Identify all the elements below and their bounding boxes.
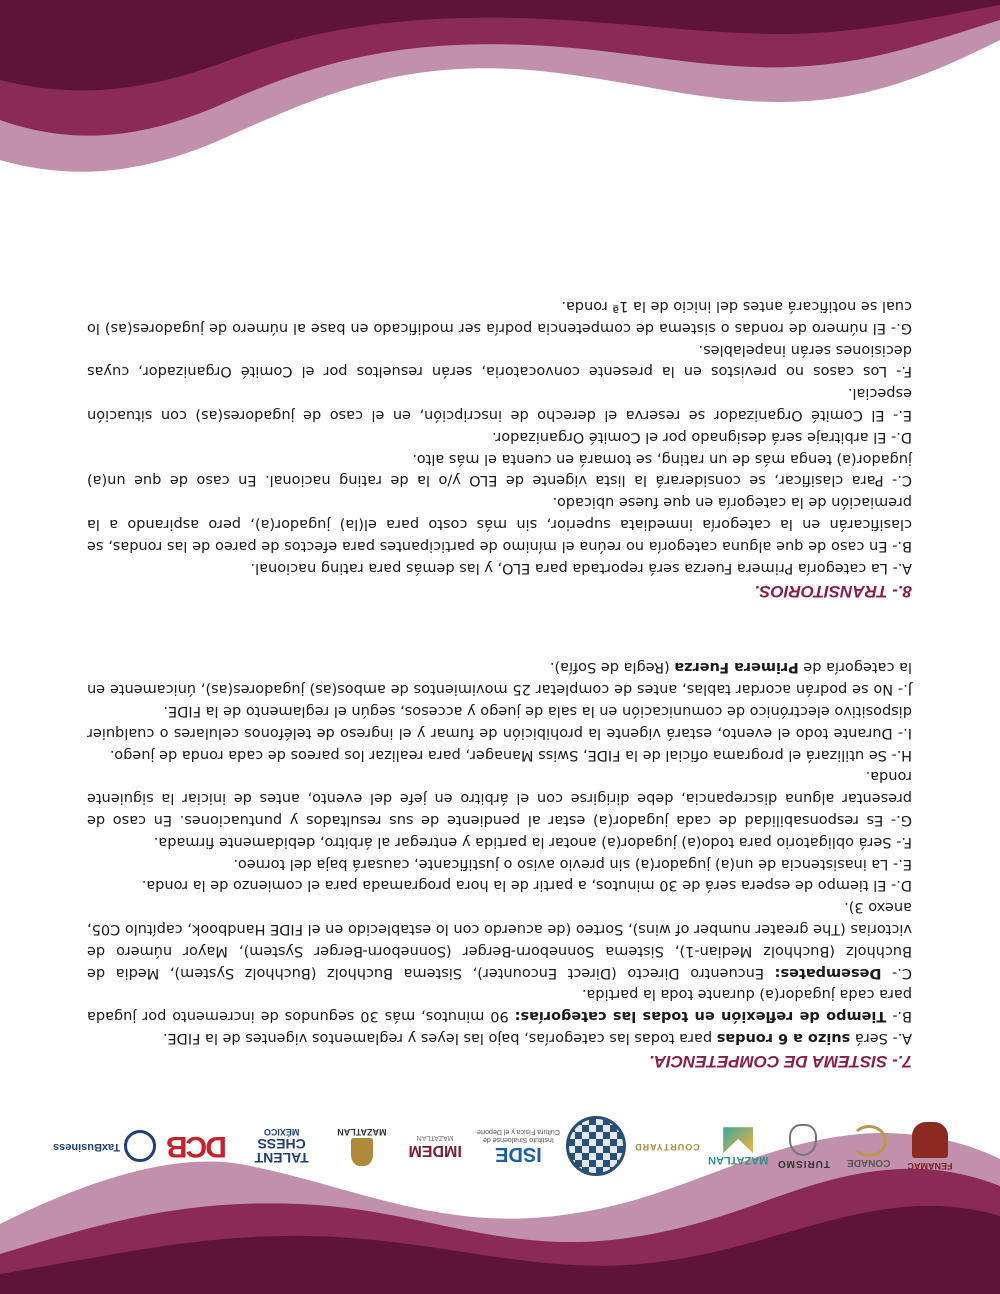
taxbusiness-logo: TaxBusiness: [44, 1121, 156, 1171]
isde-logo: ISDE Instituto Sinaloense de Cultura Física y el Deporte: [476, 1128, 560, 1165]
section-7-competition-system: [87, 656, 912, 1072]
section-8-item-g: G.- El número de rondas o sistema de competencia podría ser modificado en base al número de jugadores(as) lo cual se notificará antes del inicio de la 1ª ronda.: [87, 298, 912, 336]
section-7-heading: 7.- SISTEMA DE COMPETENCIA.: [649, 1052, 912, 1071]
mazatlan-deporte-logo: MAZATLAN: [330, 1121, 394, 1171]
section-7-item-i: I.- Durante todo el evento, estará vigente la prohibición de fumar y el ingreso de teléfonos celulares o cualquier dispositivo electrónico de comunicación en la sala de juego y accesos, según el reglamento de la FIDE.: [87, 703, 912, 741]
section-7-item-h: H.- Se utilizará el programa oficial de la FIDE, Swiss Manager, para realizar los pareos de cada ronda de juego.: [109, 746, 912, 763]
bottom-wave-decoration: [0, 0, 1000, 200]
turismo-logo: TURISMO: [773, 1121, 833, 1171]
section-7-item-c: C.- Desempates: Encuentro Directo (Direct Encounter), Sistema Buchholz (Buchholz System), Media de Buchholz (Buchholz Median-1), Sistema Sonneborn-Berger (Sonneborn-Berger System), Mayor número de victorias (The greater number of wins), Sorteo (de acuerdo con lo establecido en el FIDE Handbook, capítulo C05, anexo 3).: [87, 899, 912, 981]
section-8-item-b: B.- En caso de que alguna categoría no reúna el mínimo de participantes para efectos de pareo de las rondas, se clasificarán en la categoría inmediata superior, sin más costo para el(la) jugador(a), pero aspirando a la premiación de la categoría en que fuese ubicado.: [87, 494, 912, 554]
section-8-item-a: A.- La categoría Primera Fuerza será reportada para ELO, y las demás para rating nacional.: [250, 559, 912, 576]
fenamac-logo: FENAMAC: [904, 1121, 956, 1171]
section-8-item-c: C.- Para clasificar, se considerará la lista vigente de ELO y/o la de rating nacional. En caso de que un(a) jugador(a) tenga más de un rating, se tomará en cuenta el más alto.: [87, 450, 912, 489]
section-8-heading: 8.- TRANSITORIOS.: [754, 581, 912, 601]
section-8-item-e: E.- El Comité Organizador se reserva el derecho de inscripción, en el caso de jugadores(as) con situación especial.: [87, 385, 912, 424]
mazatlan-logo: MAZATLAN: [708, 1121, 768, 1171]
section-8-item-f: F.- Los casos no previstos en la presente convocatoria, serán resueltos por el Comité Organizador, cuyas decisiones serán inapelables.: [87, 341, 912, 380]
ajedrez-association-logo: [566, 1121, 626, 1171]
section-7-item-f: F.- Será obligatorio para todo(a) jugador(a) anotar la partida y entregar al árbitro, debidamente firmada.: [153, 833, 912, 850]
section-7-item-b: B.- Tiempo de reflexión en todas las categorías: 90 minutos, más 30 segundos de incremento por jugada para cada jugador(a) durante toda la partida.: [86, 986, 912, 1025]
courtyard-logo: COURTYARD: [634, 1141, 700, 1152]
talent-chess-logo: TALENT CHESS MÉXICO: [254, 1127, 309, 1167]
section-8-transitory: [87, 294, 912, 601]
dcb-logo: DCB: [167, 1129, 227, 1163]
section-7-item-j: J.- No se podrán acordar tablas, antes de completar 25 movimientos de ambos(as) jugadores(as), únicamente en la categoría de Primera Fuerza (Regla de Sofía).: [87, 659, 912, 698]
section-7-item-g: G.- Es responsabilidad de cada jugador(a) estar al pendiente de sus resultados y puntuaciones. En caso de presentar alguna discrepancia, debe dirigirse con el árbitro en jefe del evento, antes de iniciar la siguiente ronda.: [87, 768, 912, 829]
sponsor-logos-row: [44, 1118, 956, 1174]
section-8-item-d: D.- El arbitraje será designado por el Comité Organizador.: [492, 428, 912, 445]
conade-logo: CONADE: [839, 1121, 899, 1171]
imdem-logo: IMDEM MAZATLAN: [408, 1134, 462, 1160]
section-7-item-d: D.- El tiempo de espera será de 30 minutos, a partir de la hora programada para el comienzo de la ronda.: [141, 877, 912, 894]
document-body: [87, 240, 912, 1072]
section-7-item-e: E.- La inasistencia de un(a) jugador(a) sin previo aviso o justificante, causará baja del torneo.: [233, 855, 912, 872]
section-7-item-a: A.- Será suizo a 6 rondas para todas las categorías, bajo las leyes y reglamentos vigentes de la FIDE.: [162, 1030, 912, 1046]
